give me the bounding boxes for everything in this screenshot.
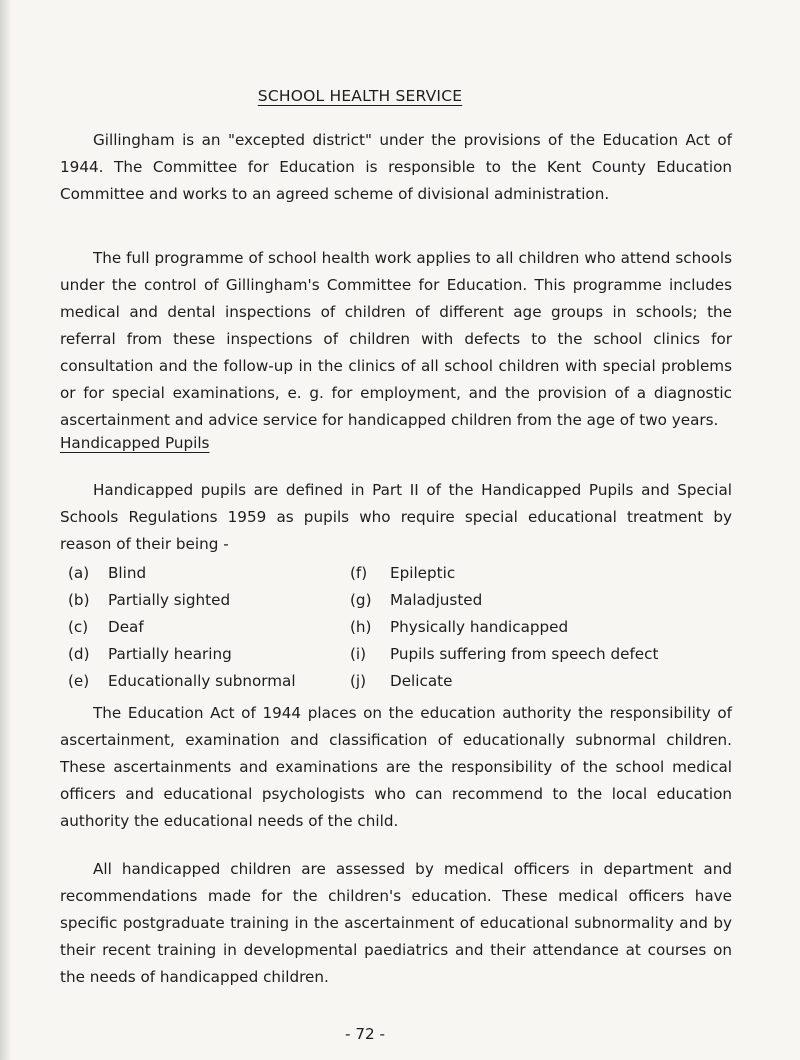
- paragraph-education-act: [60, 700, 732, 835]
- paragraph-handicapped-definition: [60, 477, 732, 558]
- list-item-label: (f): [350, 564, 368, 582]
- list-item-text: Delicate: [390, 672, 453, 690]
- list-item-label: (b): [68, 591, 90, 609]
- category-list-left: [68, 560, 296, 695]
- list-item-label: (i): [350, 645, 367, 663]
- list-item: [350, 587, 658, 614]
- list-item: [68, 614, 296, 641]
- list-item: [350, 560, 658, 587]
- page-title: [0, 87, 720, 105]
- list-item: [68, 587, 296, 614]
- list-item-text: Partially hearing: [108, 645, 232, 663]
- paragraph-text: All handicapped children are assessed by medical officers in department and recommendations made for the children's education. These medical officers have specific postgraduate training in the ascertainment of educational subnormality and by their recent training in developmental paediatrics and their attendance at courses on the needs of handicapped children.: [60, 860, 732, 986]
- list-item-label: (c): [68, 618, 89, 636]
- list-item-label: (h): [350, 618, 372, 636]
- list-item-label: (a): [68, 564, 90, 582]
- list-item: [68, 641, 296, 668]
- list-item-text: Maladjusted: [390, 591, 483, 609]
- paragraph-text: The Education Act of 1944 places on the education authority the responsibility of ascertainment, examination and classification of educationally subnormal children. These ascertainments and examinations are the responsibility of the school medical officers and educational psychologists who can recommend to the local education authority the educational needs of the child.: [60, 704, 732, 830]
- paragraph-assessment: [60, 856, 732, 991]
- list-item-text: Educationally subnormal: [108, 672, 296, 690]
- list-item-text: Partially sighted: [108, 591, 231, 609]
- scan-edge-shadow: [0, 0, 12, 1060]
- paragraph-text: Handicapped pupils are defined in Part II of the Handicapped Pupils and Special Schools Regulations 1959 as pupils who require special educational treatment by reason of their being -: [60, 481, 732, 553]
- list-item-text: Blind: [108, 564, 147, 582]
- list-item-label: (j): [350, 672, 367, 690]
- paragraph-text: The full programme of school health work applies to all children who attend schools under the control of Gillingham's Committee for Education. This programme includes medical and dental inspections of children of different age groups in schools; the referral from these inspections of children with defects to the school clinics for consultation and the follow-up in the clinics of all school children with special problems or for special examinations, e. g. for employment, and the provision of a diagnostic ascertainment and advice service for handicapped children from the age of two years.: [60, 249, 732, 429]
- list-item: [68, 668, 296, 695]
- list-item-text: Pupils suffering from speech defect: [390, 645, 659, 663]
- paragraph-text: Gillingham is an "excepted district" under the provisions of the Education Act of 1944. The Committee for Education is responsible to the Kent County Education Committee and works to an agreed scheme of divisional administration.: [60, 131, 732, 203]
- list-item-text: Deaf: [108, 618, 144, 636]
- category-list-right: [350, 560, 658, 695]
- paragraph-school-health-programme: [60, 245, 732, 434]
- section-heading-handicapped-pupils: Handicapped Pupils: [60, 434, 210, 452]
- list-item-label: (g): [350, 591, 372, 609]
- list-item-text: Epileptic: [390, 564, 456, 582]
- paragraph-excepted-district: [60, 127, 732, 208]
- list-item: [68, 560, 296, 587]
- page-title-text: SCHOOL HEALTH SERVICE: [257, 87, 463, 105]
- list-item-label: (e): [68, 672, 90, 690]
- list-item-label: (d): [68, 645, 90, 663]
- list-item-text: Physically handicapped: [390, 618, 569, 636]
- list-item: [350, 641, 658, 668]
- page-number: - 72 -: [345, 1025, 385, 1043]
- list-item: [350, 668, 658, 695]
- list-item: [350, 614, 658, 641]
